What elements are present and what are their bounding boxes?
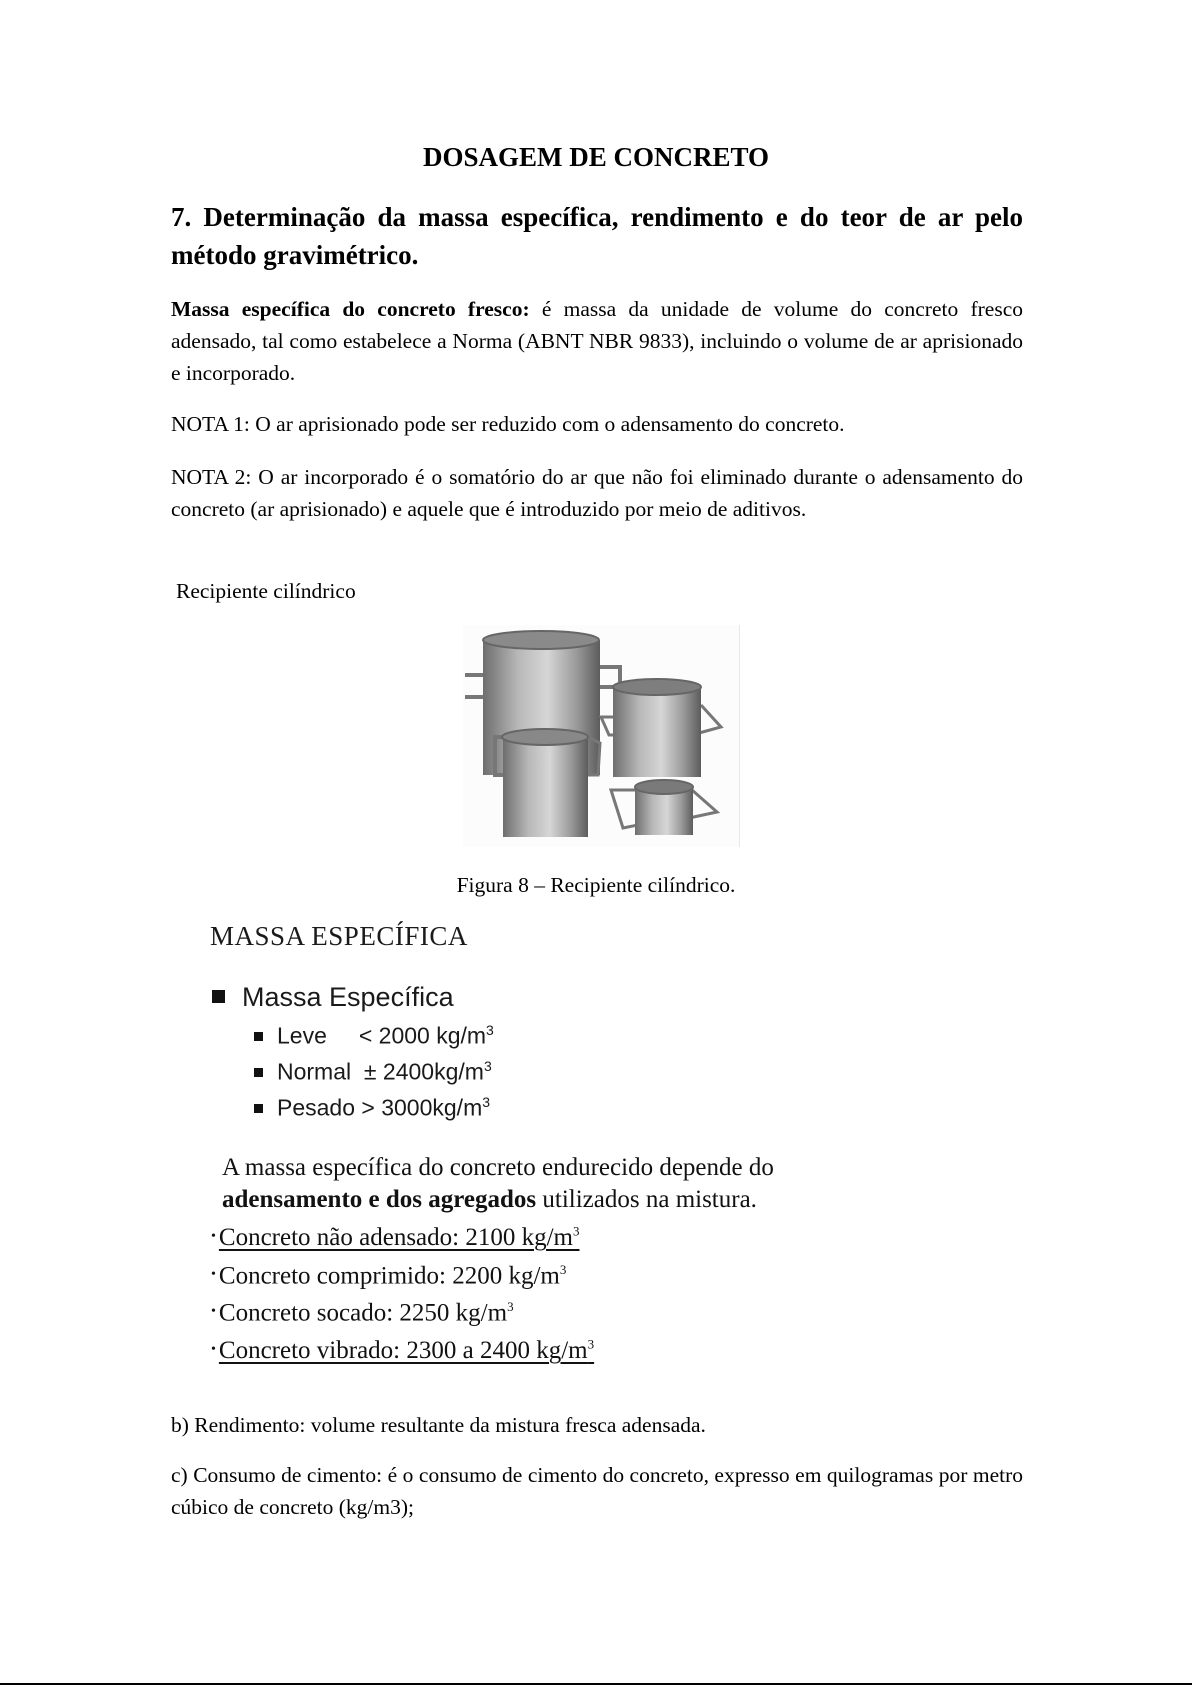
slide-item-pesado	[254, 1094, 490, 1122]
dependence-bold: adensamento e dos agregados	[222, 1186, 537, 1213]
item-label: Normal	[277, 1058, 352, 1085]
slide-bullet-label: Massa Específica	[242, 982, 454, 1012]
slide-item-normal	[254, 1058, 492, 1086]
density-sup: 3	[559, 1262, 567, 1277]
recipient-label: Recipiente cilíndrico	[176, 579, 356, 603]
density-item	[211, 1224, 580, 1252]
cylindrical-containers-icon	[463, 625, 739, 847]
density-sup: 3	[573, 1224, 580, 1239]
density-item	[211, 1262, 566, 1290]
slide-item-leve	[254, 1022, 494, 1050]
density-sup: 3	[587, 1337, 595, 1352]
dependence-line-2: utilizados na mistura.	[536, 1186, 757, 1213]
definition-paragraph	[171, 293, 1023, 389]
slide-title: MASSA ESPECÍFICA	[210, 921, 468, 951]
item-label: Pesado	[277, 1094, 356, 1121]
density-text: Concreto vibrado: 2300 a 2400 kg/m	[218, 1337, 588, 1365]
document-title: DOSAGEM DE CONCRETO	[422, 142, 770, 172]
definition-term: Massa específica do concreto fresco:	[171, 297, 530, 321]
dot-bullet-icon: •	[211, 1267, 216, 1283]
density-text: Concreto socado: 2250 kg/m	[218, 1299, 508, 1327]
square-bullet-icon	[254, 1068, 263, 1077]
nota-1: NOTA 1: O ar aprisionado pode ser reduzido com o adensamento do concreto.	[171, 412, 845, 436]
item-value: > 3000kg/m	[361, 1094, 483, 1121]
dot-bullet-icon: •	[211, 1342, 216, 1358]
item-b-rendimento: b) Rendimento: volume resultante da mistura fresca adensada.	[171, 1413, 706, 1437]
item-value: < 2000 kg/m	[358, 1022, 487, 1049]
item-sup: 3	[483, 1058, 492, 1074]
section-heading: 7. Determinação da massa específica, rendimento e do teor de ar pelo método gravimétrico.	[171, 202, 1023, 270]
definition-text: é massa da unidade de volume do concreto fresco adensado, tal como estabelece a Norma (ABNT NBR 9833), incluindo o volume de ar aprisionado e incorporado.	[171, 297, 1023, 385]
item-sup: 3	[482, 1094, 491, 1110]
nota-2: NOTA 2: O ar incorporado é o somatório do ar que não foi eliminado durante o adensamento do concreto (ar aprisionado) e aquele que é introduzido por meio de aditivos.	[171, 465, 1023, 521]
dependence-line-1: A massa específica do concreto endurecido depende do	[222, 1154, 774, 1181]
density-text: Concreto não adensado: 2100 kg/m	[218, 1224, 573, 1252]
slide-bullet-level1	[212, 982, 454, 1013]
item-label: Leve	[277, 1022, 327, 1049]
dot-bullet-icon: •	[211, 1229, 216, 1245]
density-sup: 3	[507, 1299, 514, 1314]
dependence-text	[222, 1152, 774, 1216]
square-bullet-icon	[254, 1104, 263, 1113]
square-bullet-icon	[212, 990, 225, 1003]
cylindrical-containers-image	[463, 625, 740, 847]
density-text: Concreto comprimido: 2200 kg/m	[218, 1262, 560, 1290]
square-bullet-icon	[254, 1032, 263, 1041]
density-item	[211, 1337, 594, 1365]
density-item	[211, 1299, 514, 1327]
item-c-consumo-cimento: c) Consumo de cimento: é o consumo de cimento do concreto, expresso em quilogramas por metro cúbico de concreto (kg/m3);	[171, 1463, 1023, 1519]
item-value: ± 2400kg/m	[363, 1058, 484, 1085]
item-sup: 3	[486, 1022, 494, 1038]
dot-bullet-icon: •	[211, 1304, 216, 1320]
figure-caption: Figura 8 – Recipiente cilíndrico.	[456, 873, 736, 897]
